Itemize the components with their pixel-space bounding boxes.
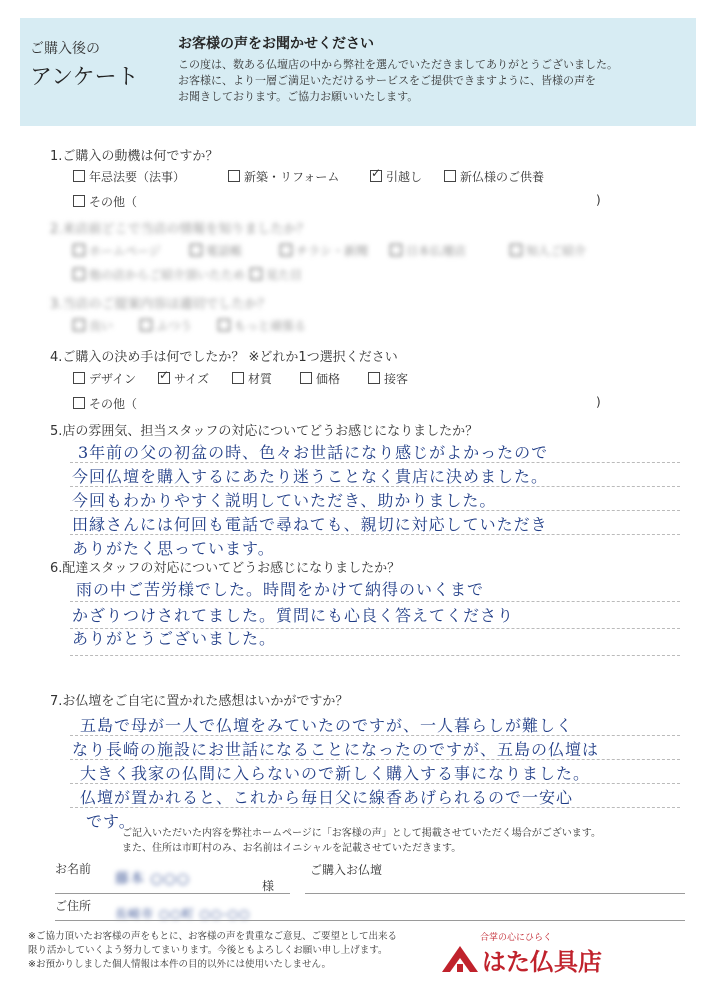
q3-option-blurred: もっと頑張る <box>218 317 306 334</box>
q2-option-blurred: 電話帳 <box>190 242 242 259</box>
q4-option-other[interactable] <box>73 395 137 412</box>
checkbox[interactable] <box>73 195 85 207</box>
q5-answer-line: 田縁さんには何回も電話で尋ねても、親切に対応していただき <box>72 515 548 534</box>
logo-tagline: 合掌の心にひらく <box>480 933 553 943</box>
purchase-underline <box>305 893 685 894</box>
q4-option-material[interactable] <box>232 370 272 387</box>
option-label: 新築・リフォーム <box>244 170 340 184</box>
publish-notice <box>122 826 682 856</box>
q1-option-renovation[interactable] <box>228 168 339 185</box>
q4-option-service[interactable] <box>368 370 408 387</box>
checkbox[interactable] <box>444 170 456 182</box>
answer-line <box>70 601 680 602</box>
q6-label: 6.配達スタッフの対応についてどうお感じになりましたか？ <box>50 561 401 576</box>
address-value[interactable]: 長崎市 ○○町 ○○-○○ <box>115 907 251 921</box>
q6-answer-line: かざりつけされてました。質問にも心良く答えてくださり <box>72 606 515 625</box>
header-title-block <box>30 38 160 91</box>
page-title: アンケート <box>30 65 139 90</box>
q7-label: 7.お仏壇をご自宅に置かれた感想はいかがですか？ <box>50 694 349 709</box>
q7-answer-line: 仏壇が置かれると、これから毎日父に線香あげられるので一安心 <box>80 788 574 807</box>
option-label: デザイン <box>89 372 137 386</box>
q5-answer-line: 今回もわかりやすく説明していただき、助かりました。 <box>72 491 497 510</box>
q7-answer-line: 大きく我家の仏間に入らないので新しく購入する事になりました。 <box>80 764 591 783</box>
footer-line: ※お預かりしました個人情報は本件の目的以外には使用いたしません。 <box>28 959 332 970</box>
option-label: 材質 <box>248 372 273 386</box>
logo-name: はた仏具店 <box>482 948 602 976</box>
q7-answer-line: です。 <box>86 812 136 831</box>
checkbox[interactable] <box>232 372 244 384</box>
option-label: 年忌法要（法事） <box>89 170 186 184</box>
q4-option-design[interactable] <box>73 370 136 387</box>
publish-notice-line: ご記入いただいた内容を弊社ホームページに「お客様の声」として掲載させていただく場合がございます。 <box>122 828 601 839</box>
checkbox[interactable] <box>368 372 380 384</box>
option-label: サイズ <box>174 372 210 386</box>
q2-label-blurred: 2.来店前どこで当店の情報を知りましたか？ <box>50 222 310 237</box>
answer-line <box>70 655 680 656</box>
q7-answer-line: なり長崎の施設にお世話になることになったのですが、五島の仏壇は <box>72 740 600 759</box>
option-label: その他（ <box>89 397 138 411</box>
option-label: 価格 <box>316 372 341 386</box>
option-label: 接客 <box>384 372 409 386</box>
q5-label: 5.店の雰囲気、担当スタッフの対応についてどうお感じになりましたか？ <box>50 424 479 439</box>
publish-notice-line: また、住所は市町村のみ、お名前はイニシャルを記載させていただきます。 <box>122 843 462 854</box>
checkbox[interactable] <box>73 372 85 384</box>
q2-option-blurred: 見た目 <box>250 266 302 283</box>
q1-option-anniversary[interactable] <box>73 168 185 185</box>
q4-label: 4.ご購入の決め手は何でしたか？ ※どれか1つ選択ください <box>50 350 398 365</box>
q1-other-close: ) <box>596 193 601 207</box>
checkbox[interactable] <box>73 170 85 182</box>
q3-label-blurred: 3.当店のご提案内容は適切でしたか？ <box>50 297 271 312</box>
q4-option-size[interactable] <box>158 370 209 387</box>
q4-other-close: ) <box>596 395 601 409</box>
q3-option-blurred: ふつう <box>140 317 192 334</box>
footer-notes <box>28 930 428 972</box>
q1-option-other[interactable] <box>73 193 137 210</box>
q4-option-price[interactable] <box>300 370 340 387</box>
checkbox-checked[interactable] <box>158 372 170 384</box>
honorific: 様 <box>262 879 275 893</box>
option-label: 新仏様のご供養 <box>460 170 545 184</box>
address-label: ご住所 <box>55 899 92 913</box>
q5-answer-line: 今回仏壇を購入するにあたり迷うことなく貴店に決めました。 <box>72 467 549 486</box>
notice-line: お聞きしております。ご協力お願いいたします。 <box>178 90 419 103</box>
checkbox[interactable] <box>73 397 85 409</box>
address-underline <box>55 920 685 921</box>
q5-answer-line: 3年前の父の初盆の時、色々お世話になり感じがよかったので <box>78 443 549 462</box>
q2-option-blurred: 他の店からご紹介頂いたため <box>73 266 245 283</box>
footer-line: ※ご協力頂いたお客様の声をもとに、お客様の声を貴重なご意見、ご要望として出来る <box>28 931 397 942</box>
q7-answer-line: 五島で母が一人で仏壇をみていたのですが、一人暮らしが難しく <box>80 716 574 735</box>
logo-mark-icon <box>440 942 480 974</box>
q1-label: 1.ご購入の動機は何ですか？ <box>50 149 219 164</box>
q2-option-blurred: 知人ご紹介 <box>510 242 586 259</box>
q5-answer-line: ありがたく思っています。 <box>72 539 275 558</box>
q6-answer-line: ありがとうございました。 <box>72 629 277 648</box>
checkbox[interactable] <box>228 170 240 182</box>
notice-line: お客様に、より一層ご満足いただけるサービスをご提供できますように、皆様の声を <box>178 74 596 87</box>
name-label: お名前 <box>55 862 92 876</box>
option-label: 引越し <box>386 170 423 184</box>
notice-line: この度は、数ある仏壇店の中から弊社を選んでいただきましてありがとうございました。 <box>178 58 618 71</box>
q1-option-new-buddha[interactable] <box>444 168 544 185</box>
footer-line: 限り活かしていくよう努力してまいります。今後ともよろしくお願い申し上げます。 <box>28 945 388 956</box>
q6-answer-line: 雨の中ご苦労様でした。時間をかけて納得のいくまで <box>76 580 485 599</box>
checkbox-checked[interactable] <box>370 170 382 182</box>
option-label: その他（ <box>89 195 138 209</box>
name-underline <box>55 893 290 894</box>
q2-option-blurred: ホームページ <box>73 242 161 259</box>
name-value[interactable]: 藤本 ○○○ <box>115 871 191 887</box>
notice-body <box>178 57 683 105</box>
notice-title: お客様の声をお聞かせください <box>178 36 374 52</box>
checkbox[interactable] <box>300 372 312 384</box>
q1-option-moving[interactable] <box>370 168 422 185</box>
q2-option-blurred: チラシ・新聞 <box>280 242 368 259</box>
q3-option-blurred: 良い <box>73 317 113 334</box>
q2-option-blurred: 日本仏壇店 <box>390 242 466 259</box>
header-subtitle: ご購入後の <box>30 41 100 57</box>
company-logo <box>440 930 610 980</box>
purchase-label: ご購入お仏壇 <box>310 863 383 877</box>
